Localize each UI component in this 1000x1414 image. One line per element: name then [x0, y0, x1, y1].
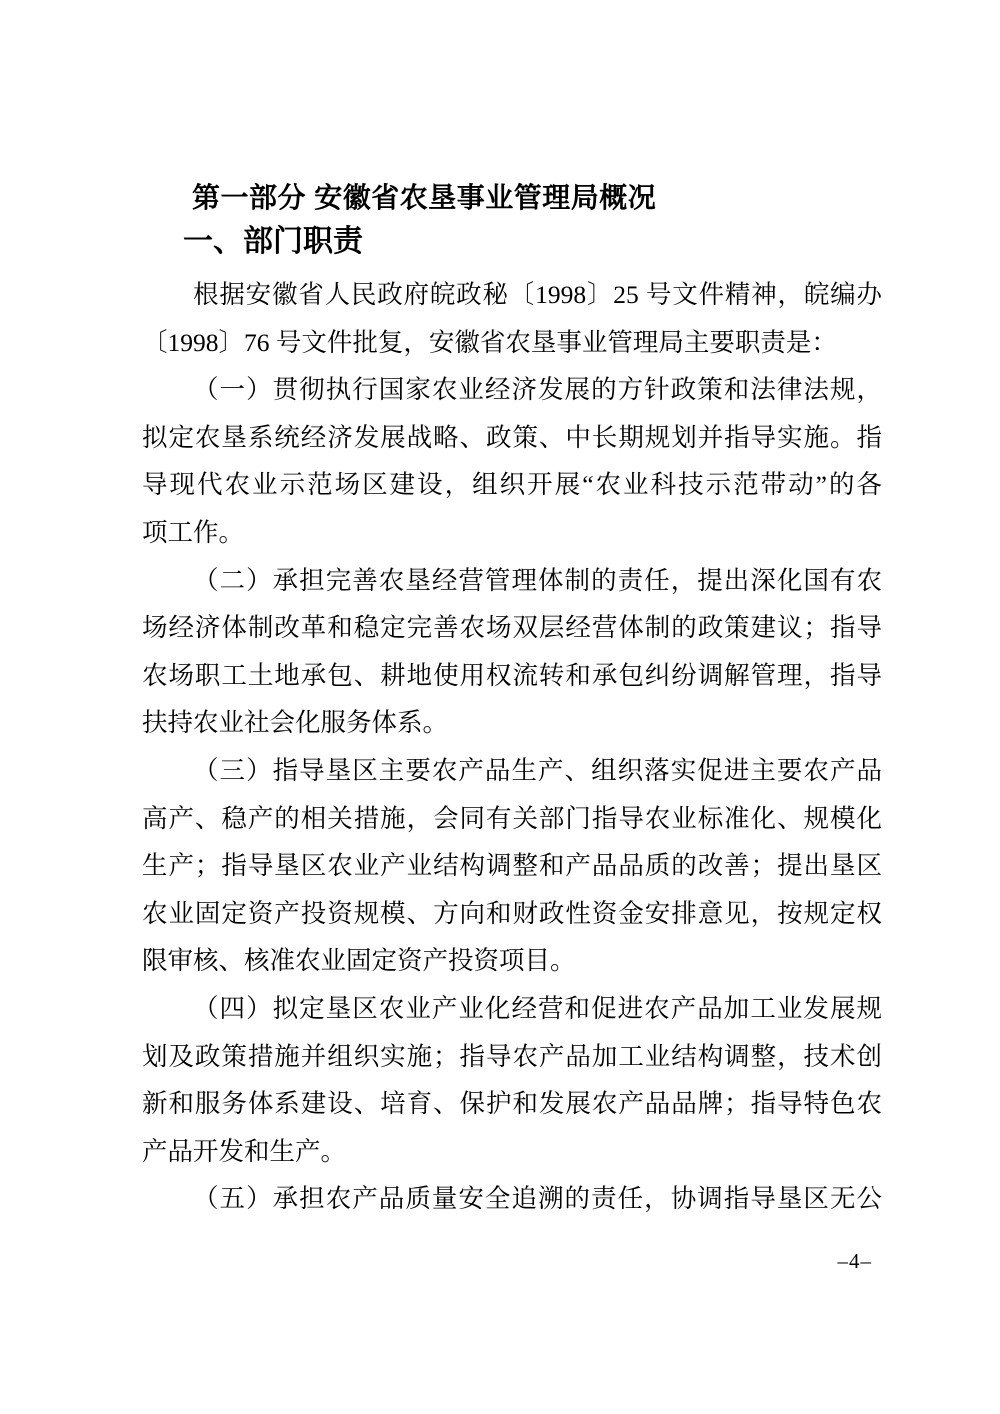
body-line: （五）承担农产品质量安全追溯的责任，协调指导垦区无公: [193, 1184, 882, 1214]
body-line: 划及政策措施并组织实施；指导农产品加工业结构调整，技术创: [142, 1041, 882, 1071]
body-line: 新和服务体系建设、培育、保护和发展农产品品牌；指导特色农: [142, 1089, 882, 1119]
body-line: 限审核、核准农业固定资产投资项目。: [142, 946, 576, 976]
body-line: 拟定农垦系统经济发展战略、政策、中长期规划并指导实施。指: [142, 422, 882, 452]
body-line: 〔1998〕76 号文件批复，安徽省农垦事业管理局主要职责是：: [142, 327, 837, 357]
body-line: 产品开发和生产。: [142, 1136, 347, 1166]
body-line: （一）贯彻执行国家农业经济发展的方针政策和法律法规，: [193, 375, 882, 405]
body-line: （二）承担完善农垦经营管理体制的责任，提出深化国有农: [193, 565, 882, 595]
body-line: 导现代农业示范场区建设，组织开展“农业科技示范带动”的各: [142, 470, 882, 500]
body-line: 项工作。: [142, 517, 245, 547]
body-line: 场经济体制改革和稳定完善农场双层经营体制的政策建议；指导: [142, 613, 882, 643]
body-line: （四）拟定垦区农业产业化经营和促进农产品加工业发展规: [193, 993, 882, 1023]
body-line: 农场职工土地承包、耕地使用权流转和承包纠纷调解管理，指导: [142, 660, 882, 690]
document-body: [142, 271, 882, 1223]
section-heading: 一、部门职责: [183, 225, 363, 258]
body-line: 生产；指导垦区农业产业结构调整和产品品质的改善；提出垦区: [142, 851, 882, 881]
body-line: （三）指导垦区主要农产品生产、组织落实促进主要农产品: [193, 755, 882, 785]
body-line: 根据安徽省人民政府皖政秘〔1998〕25 号文件精神，皖编办: [193, 280, 882, 309]
body-line: 高产、稳产的相关措施，会同有关部门指导农业标准化、规模化: [142, 803, 882, 833]
page-title: 第一部分 安徽省农垦事业管理局概况: [192, 182, 657, 213]
body-line: 扶持农业社会化服务体系。: [142, 708, 449, 738]
page-number: –4–: [837, 1249, 872, 1273]
body-line: 农业固定资产投资规模、方向和财政性资金安排意见，按规定权: [142, 898, 882, 928]
